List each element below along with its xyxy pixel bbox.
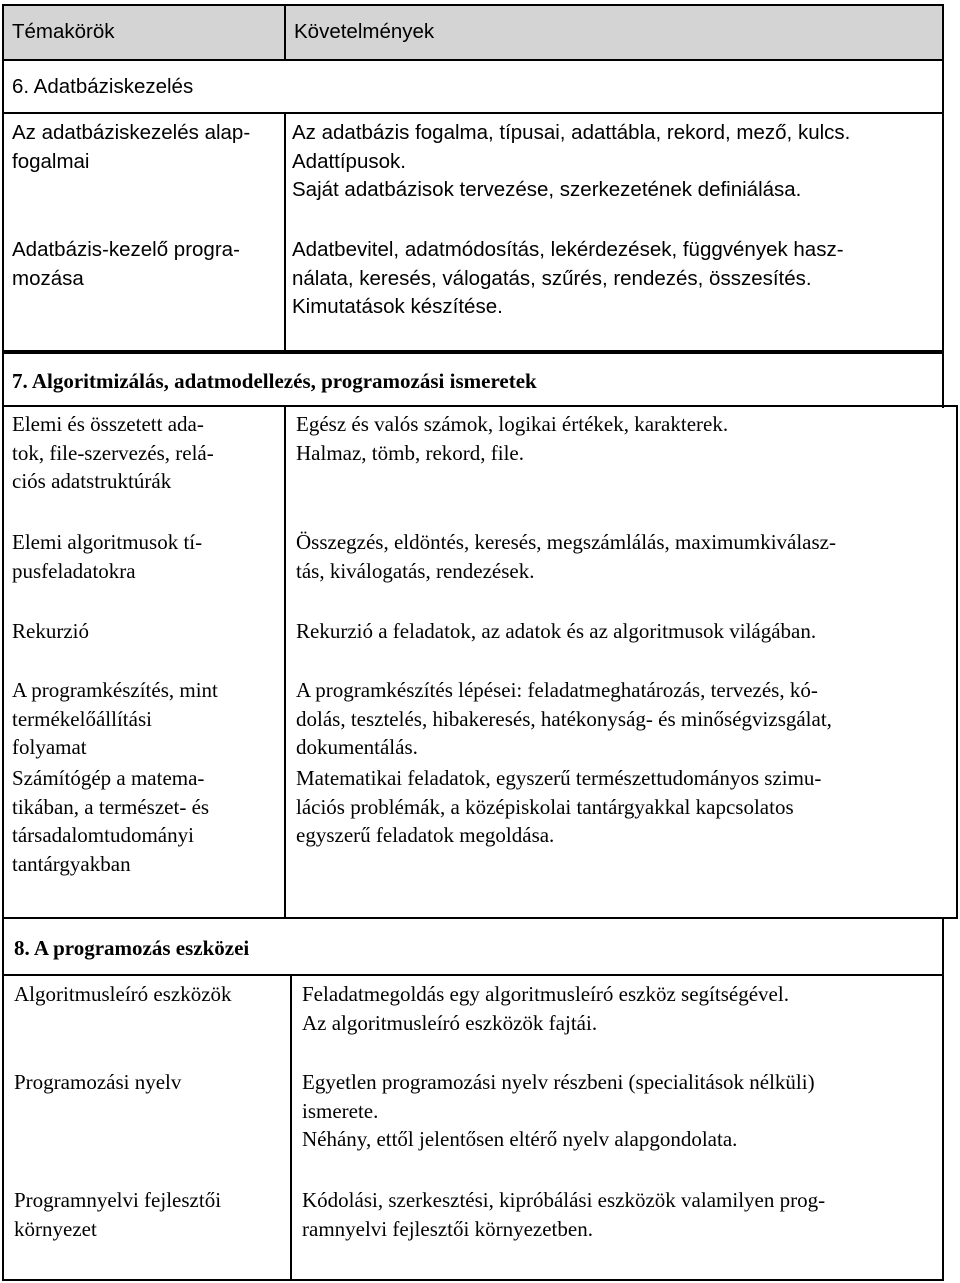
section-6-column-divider <box>284 112 286 352</box>
section-7-row-4-requirement: A programkészítés lépései: feladatmeghatározás, tervezés, kó- dolás, tesztelés, hibakeresés, hatékonyság- és minőségvizsgálat, dokumentálás. <box>296 678 832 759</box>
section-7-row-1-requirement: Egész és valós számok, logikai értékek, karakterek. Halmaz, tömb, rekord, file. <box>296 412 729 465</box>
section-8-row-1-topic: Algoritmusleíró eszközök <box>14 982 232 1006</box>
section-6-row-1-topic: Az adatbáziskezelés alap- fogalmai <box>12 121 251 173</box>
header-requirements: Követelmények <box>294 20 435 43</box>
section-7-row-2-topic: Elemi algoritmusok tí- pusfeladatokra <box>12 530 203 583</box>
section-8-row-1-requirement: Feladatmegoldás egy algoritmusleíró eszköz segítségével. Az algoritmusleíró eszközök fajtái. <box>302 982 789 1035</box>
section-8-row-2-requirement: Egyetlen programozási nyelv részbeni (specialitások nélküli) ismerete. Néhány, ettől jelentősen eltérő nyelv alapgondolata. <box>302 1070 815 1151</box>
section-6-row-1-requirement: Az adatbázis fogalma, típusai, adattábla, rekord, mező, kulcs. Adattípusok. Saját adatbázisok tervezése, szerkezetének definiálása. <box>292 121 851 201</box>
section-7-row-3-requirement: Rekurzió a feladatok, az adatok és az algoritmusok világában. <box>296 619 817 643</box>
section-7-row-1-topic: Elemi és összetett ada- tok, file-szervezés, relá- ciós adatstruktúrák <box>12 412 214 493</box>
section-7-row-5-requirement: Matematikai feladatok, egyszerű természettudományos szimu- lációs problémák, a középiskolai tantárgyakkal kapcsolatos egyszerű feladatok megoldása. <box>296 766 822 847</box>
section-6-title-divider <box>2 112 944 114</box>
section-7-row-4-topic: A programkészítés, mint termékelőállítási folyamat <box>12 678 218 759</box>
section-7-row-3-topic: Rekurzió <box>12 619 89 643</box>
section-7-title: 7. Algoritmizálás, adatmodellezés, programozási ismeretek <box>12 369 537 393</box>
header-column-divider <box>284 4 286 60</box>
section-7-column-divider <box>284 405 286 919</box>
section-8-row-3-topic: Programnyelvi fejlesztői környezet <box>14 1188 222 1241</box>
section-8-row-3-requirement: Kódolási, szerkesztési, kipróbálási eszközök valamilyen prog- ramnyelvi fejlesztői környezetben. <box>302 1188 826 1241</box>
section-6-title: 6. Adatbáziskezelés <box>12 75 194 98</box>
section-7-row-5-topic: Számítógép a matema- tikában, a természet- és társadalomtudományi tantárgyakban <box>12 766 210 876</box>
header-divider <box>2 59 944 61</box>
section-8-row-2-topic: Programozási nyelv <box>14 1070 182 1094</box>
section-6-row-2-requirement: Adatbevitel, adatmódosítás, lekérdezések, függvények hasz- nálata, keresés, válogatás, szűrés, rendezés, összesítés. Kimutatások készítése. <box>292 238 844 318</box>
header-topics: Témakörök <box>12 20 115 43</box>
section-7-row-2-requirement: Összegzés, eldöntés, keresés, megszámlálás, maximumkiválasz- tás, kiválogatás, rendezések. <box>296 530 836 583</box>
section-8-column-divider <box>290 974 292 1281</box>
section-6-row-2-topic: Adatbázis-kezelő progra- mozása <box>12 238 240 290</box>
section-8-title: 8. A programozás eszközei <box>14 936 250 960</box>
